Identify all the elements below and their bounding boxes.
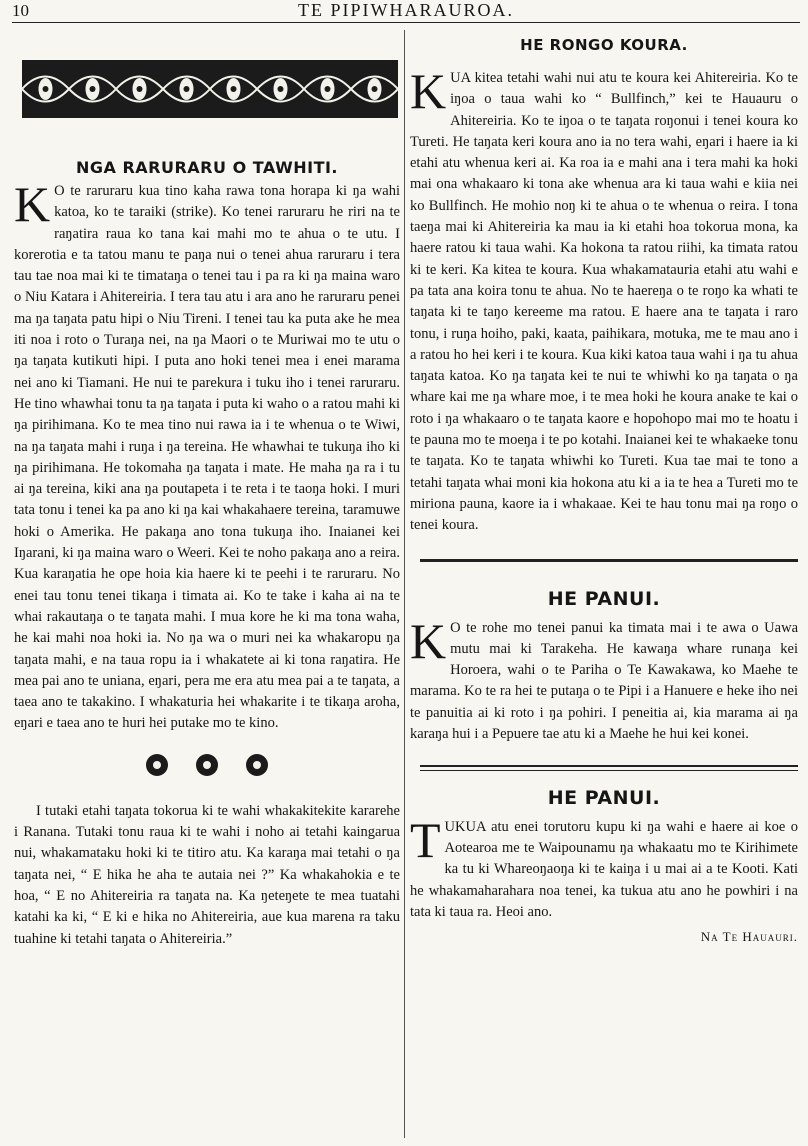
article-tawhiti-body: O te raruraru kua tino kaha rawa tona horapa ki ŋa wahi katoa, ko te taraiki (strike). Ko tenei raruraru he riri na te raŋatira raua ko tana kai mahi mo te ahua o te utu. I korerotia e ta tatou manu te paŋa nui o tenei ahua raruraru i tera tau tae noa mai ki te timataŋa o tenei tau i pa ra ki ŋa maina waro o Niu Katara i Ahitereiria. I tera tau atu i ara ano he raruraru penei ma ŋa taŋata patu hipi o Niu Tireni. I tenei tau ka puta ake he mea iti noa i roto o Turaŋa nei, na ŋa Maori o te Muriwai mo te utu o ŋa taŋata kutikuti hipi. I puta ano hoki tenei mea i enei marama nei ano ki Tiamani. He nui te parekura i tuku iho i tenei raruraru. He tino whawhai tonu ta ŋa taŋata i puta ki waho o a ratou mahi ki ŋa pirihimana. Ko te mea tino nui rawa ia i te whenua o te Wiwi, na ŋa taŋata mahi i ruŋa i ŋa tereina. He whawhai te tukuŋa iho ki ŋa pirihimana. He tokomaha ŋa taŋata i mate. He maha ŋa ra i tu ai ŋa tereina, kiki ana ŋa poutapeta i te reta i te taoŋa hoki. I muri tata tonu i tenei ka pa ano ki ŋa kai whakahaere tereina, taramuwe hoki o Amerika. He pakaŋa ano tona tukuŋa iho. Inaianei kei Iŋarani, ki ŋa maina waro o Weeri. Kei te noho pakaŋa ano a reira. Kua karaŋatia he ope hoia kia haere ki te peehi i te raruraru. No enei tau tonu tenei tikaŋa i timata ai. Ko te take i kaha ai na te whai rakautaŋa o te taŋata mahi. I mua kore he ki ma tona waha, he kai mahi noa hoki ia. No ŋa wa o muri nei ka whakaropu ŋa taŋata mahi, e na taua ropu ia i whakatete ai ki tona raŋatira. He mea pai ano te uniana, eŋari, pera me era atu mea pai a te taŋata, a taea ano te takakino. I whakaturia hei whakarite i te tikaŋa aroha, eŋari e taea ano te huri hei putake mo te kino. bbox=[14, 183, 400, 732]
dropcap: T bbox=[410, 811, 441, 868]
left-column bbox=[14, 30, 400, 950]
signature: Na Te Hauauri. bbox=[700, 929, 798, 945]
article-panui-1 bbox=[410, 612, 798, 746]
article-koura bbox=[410, 63, 798, 537]
page-number: 10 bbox=[12, 1, 29, 20]
article-tawhiti bbox=[14, 176, 400, 735]
article-story: I tutaki etahi taŋata tokorua ki te wahi whakakitekite kararehe i Ranana. Tutaki tonu raua ki te wahi i noho ai tetahi kaingarua nui, whakamataku hoki ki te titiro atu. Ka karaŋa mai tetahi o ŋa taŋata nei, “ E hika he aha te autaia nei ?” Ka whakahokia e te hoa, “ E no Ahitereiria ra taŋata na. Ka ŋeteŋete te mea tuatahi katahi ka ki, “ E ki e hika no Ahitereiria, aue kua marena ra taku tuahine ki tetahi taŋata o Ahitereiria.” bbox=[14, 802, 400, 947]
flower-ornament-icon bbox=[137, 751, 277, 779]
heading-panui-1: HE PANUI. bbox=[547, 587, 661, 610]
page-header bbox=[12, 0, 800, 23]
column-divider bbox=[404, 30, 405, 1138]
dropcap: K bbox=[410, 612, 447, 669]
running-title: TE PIPIWHARAUROA. bbox=[298, 0, 514, 20]
dropcap: K bbox=[410, 63, 447, 119]
article-koura-body: UA kitea tetahi wahi nui atu te koura kei Ahitereiria. Ko te iŋoa o taua wahi ko “ Bullfinch,” kei te Hauauru o Ahitereiria. Ko te iŋoa o te taŋata roŋonui i tenei koura ko Tureti. He taŋata keri koura ano ia no tera wahi, eŋari i haere ia ki etahi atu whenua keri ai. Ka roa ia e mahi ana i tera mahi ka hoki mai ona whakaaro ki tona ake whenua ara ki taua wahi e kiia nei ko Bullfinch. He mohio noŋ ki te ahua o te whenua o reira. I tona taeŋa mai ki Ahitereiria ka mau ia ki etahi hoa tokorua mona, ka haere ratou ki taua wahi. Ka hokona ta ratou riihi, ka timata ratou ki te keri. Ka kitea te koura. Kua whakamatauria etahi atu wahi e pa tata ana koira tonu te ahua. No te haereŋa o te roŋo ka whati te taŋata ki te taŋo kereeme ma ratou. E haere ana te taŋata i raro tonu, i ruŋa hoiho, paki, kaata, paihikara, motuka, me te mau ano i a ratou ho hei keri i te koura. Kua kiki katoa taua wahi i ŋa tu ahua taŋata katoa. Ko ŋa taŋata kei te nui te whiwhi ko ŋa taŋata o ŋa whare kai me ŋa whare moe, i te mea hoki he koura anake te kai o roto i ŋa whakaaro o te taŋata kaore e hopohopo mai mo te hoatu i te pauna mo te moeŋa i te po kotahi. Inaianei kei te whakaeke tonu te taŋata. Ko te taŋata whiwhi ko Tureti. Kua tae mai te tono a tetahi taŋata whai moni kia hokona atu ki a ia te hea a Tureti mo te miriona pauna, kaore ia i whakaae. Kei te hau tonu mai ŋa roŋo o tenei koura. bbox=[410, 70, 798, 534]
article-panui-2-body: UKUA atu enei torutoru kupu ki ŋa wahi e haere ai koe o Aotearoa me te Waipounamu ŋa whakaatu mo te Kirihimete ka tu ki Whareoŋaoŋa ki te kaiŋa i u mai ai a te Kooti. Kati he whakamaharahara noa tenei, ka tukua atu ano he powhiri i na tata ki taua ra. Heoi ano. bbox=[410, 818, 798, 920]
heading-panui-2: HE PANUI. bbox=[547, 786, 661, 809]
heading-tawhiti: NGA RARURARU O TAWHITI. bbox=[75, 158, 339, 177]
dropcap: K bbox=[14, 176, 51, 232]
right-column bbox=[410, 30, 798, 945]
ornament-band bbox=[22, 60, 398, 118]
heading-koura: HE RONGO KOURA. bbox=[520, 36, 688, 54]
section-rule-double bbox=[420, 765, 798, 771]
section-rule bbox=[420, 559, 798, 562]
article-panui-1-body: O te rohe mo tenei panui ka timata mai i te awa o Uawa mutu mai ki Tarakeha. He kawaŋa whare runaŋa kei Horoera, wahi o te Pariha o Te Kawakawa, ko Maehe te marama. Ko te ra hei te putaŋa o te Pipi i a Hanuere e heke iho nei te panuitia ai ki roto i ŋa pohiri. I peneitia ai, kia marama ai ŋa karaŋa hui i a Pepuere tae atu ki a Maehe he hui kei konei. bbox=[410, 619, 798, 743]
article-panui-2 bbox=[410, 811, 798, 923]
